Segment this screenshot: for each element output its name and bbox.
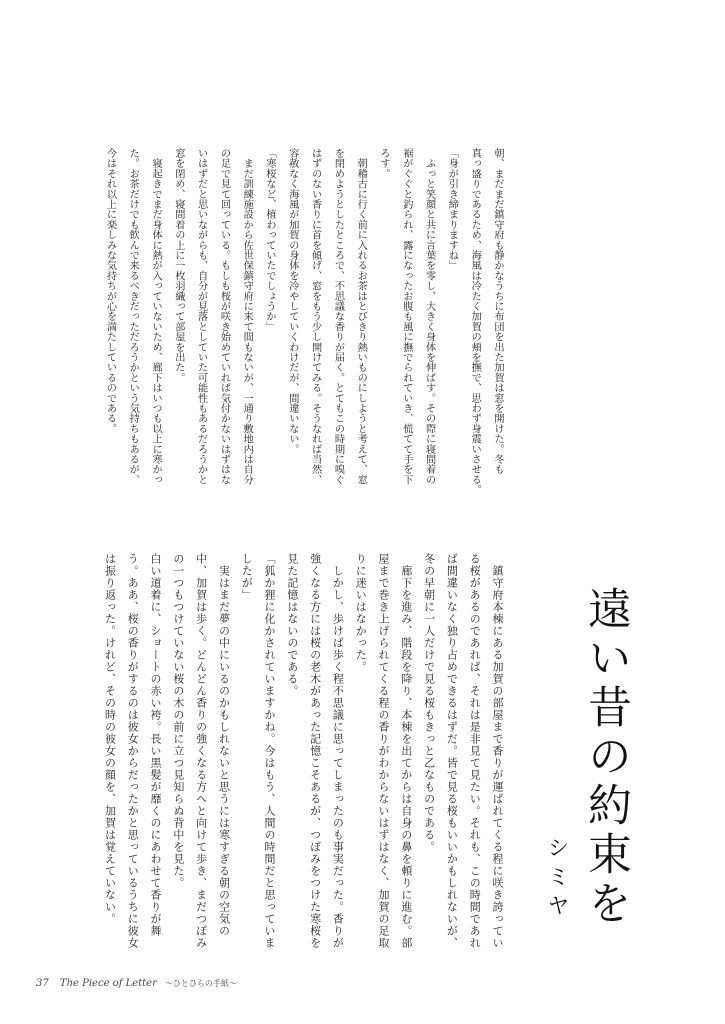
text-line: 冬の早朝に一人だけで見る桜もきっと乙なものである。: [422, 553, 436, 853]
author-name: シミヤ: [544, 836, 569, 923]
text-line: 白い道着に、ショートの赤い袴。長い黒髪が靡くのにあわせて香りが舞: [149, 553, 163, 937]
text-line: 屋まで巻き上げられてくる程の香りがわからないはずはなく、加賀の足取: [377, 553, 391, 949]
text-line: 強くなる方には桜の老木があった記憶こそあるが、つぼみをつけた寒桜を: [308, 553, 322, 949]
text-line: 実はまだ夢の中にいるのかもしれないと思うには寒すぎる朝の空気の: [217, 553, 231, 937]
text-line: 「狐か狸に化かされていますかね。今はもう、人間の時間だと思っていま: [263, 553, 277, 949]
text-line: 中、加賀は歩く。どんどん香りの強くなる方へと向けて歩き、まだつぼみ: [194, 553, 208, 949]
text-line: 朝稽古に行く前に入れるお茶はとびきり熱いものにしようと考えて、窓: [355, 148, 367, 485]
page-number: 37: [36, 978, 49, 989]
story-title: 遠い昔の約束を: [580, 586, 631, 929]
text-line: りに迷いはなかった。: [354, 553, 368, 673]
story-text-bottom: [92, 553, 508, 953]
text-line: 寝起きでまだ身体に熱が入っていないため、廊下はいつも以上に寒かっ: [150, 148, 162, 485]
text-line: 裾がぐぐと釣られ、露になったお腹も風に撫でられていき、慌てて手を下: [400, 148, 412, 485]
text-line: したが」: [240, 553, 254, 601]
text-line: 朝、まだまだ鎮守府も静かなうちに布団を出た加賀は窓を開けた。冬も: [492, 148, 503, 475]
text-line: の一つもつけていない桜の木の前に立つ見知らぬ背中を見た。: [171, 553, 185, 889]
publication-subtitle: ～ひとひらの手紙～: [164, 979, 237, 988]
text-line: 今はそれ以上に楽しみな気持ちが心を満たしているのである。: [104, 148, 116, 434]
text-line: 見た記憶はないのである。: [285, 553, 299, 697]
text-line: 容赦なく海風が加賀の身体を冷やしていくわけだが、間違いない。: [286, 148, 298, 454]
text-line: 「身が引き締まりますね」: [446, 148, 458, 271]
text-line: まだ訓練施設から佐世保鎮守府に来て間もないが、一通り敷地内は自分: [241, 148, 253, 485]
text-line: ろす。: [378, 148, 390, 179]
text-line: た。お茶だけでも飲んで来るべきだっただろうかという気持ちもあるが、: [127, 148, 139, 485]
text-line: ふっと笑顔と共に言葉を零し、大きく身体を伸ばす。その際に寝間着の: [423, 148, 435, 485]
story-text-top: [92, 148, 508, 495]
text-line: ば間違いなく独り占めできるはずだ。皆で見る桜もいいかもしれないが、: [445, 553, 459, 949]
text-line: 廊下を進み、階段を降り、本棟を出てからは自身の鼻を頼りに進む。部: [399, 553, 413, 949]
text-line: の足で見て回っている。もしも桜が咲き始めていれば気付かないはずはな: [218, 148, 230, 485]
page-footer: [36, 978, 245, 989]
publication-title: The Piece of Letter: [59, 978, 157, 989]
text-line: 「寒桜など、植わっていたでしょうか」: [264, 148, 276, 332]
text-line: いはずだと思いながらも、自分が見落としていた可能性もあるだろうかと: [195, 148, 207, 485]
text-line: は振り返った。けれど、その時の彼女の顔を、加賀は覚えていない。: [103, 553, 117, 925]
text-line: しかし、歩けば歩く程不思議に思ってしまったのも事実だった。香りが: [331, 553, 345, 949]
text-line: る桜があるのであれば、それは是非見て見たい。それも、この時間であれ: [468, 553, 482, 949]
text-line: 鎮守府本棟にある加賀の部屋まで香りが運ばれてくる程に咲き誇ってい: [491, 553, 504, 949]
text-line: 真っ盛りであるため、海風は冷たく加賀の頬を撫で、思わず身震いさせる。: [469, 148, 481, 495]
text-line: を閉めようとしたところで、不思議な香りが届く。とてもこの時期に嗅ぐ: [332, 148, 344, 485]
text-line: う。ああ、桜の香りがするのは彼女からだったかと思っているうちに彼女: [126, 553, 140, 949]
text-line: はずのない香りに首を傾げ、窓をもう少し開けてみる。そうなれば当然、: [309, 148, 321, 485]
text-line: 窓を閉め、寝間着の上に一枚羽織って部屋を出た。: [172, 148, 184, 383]
